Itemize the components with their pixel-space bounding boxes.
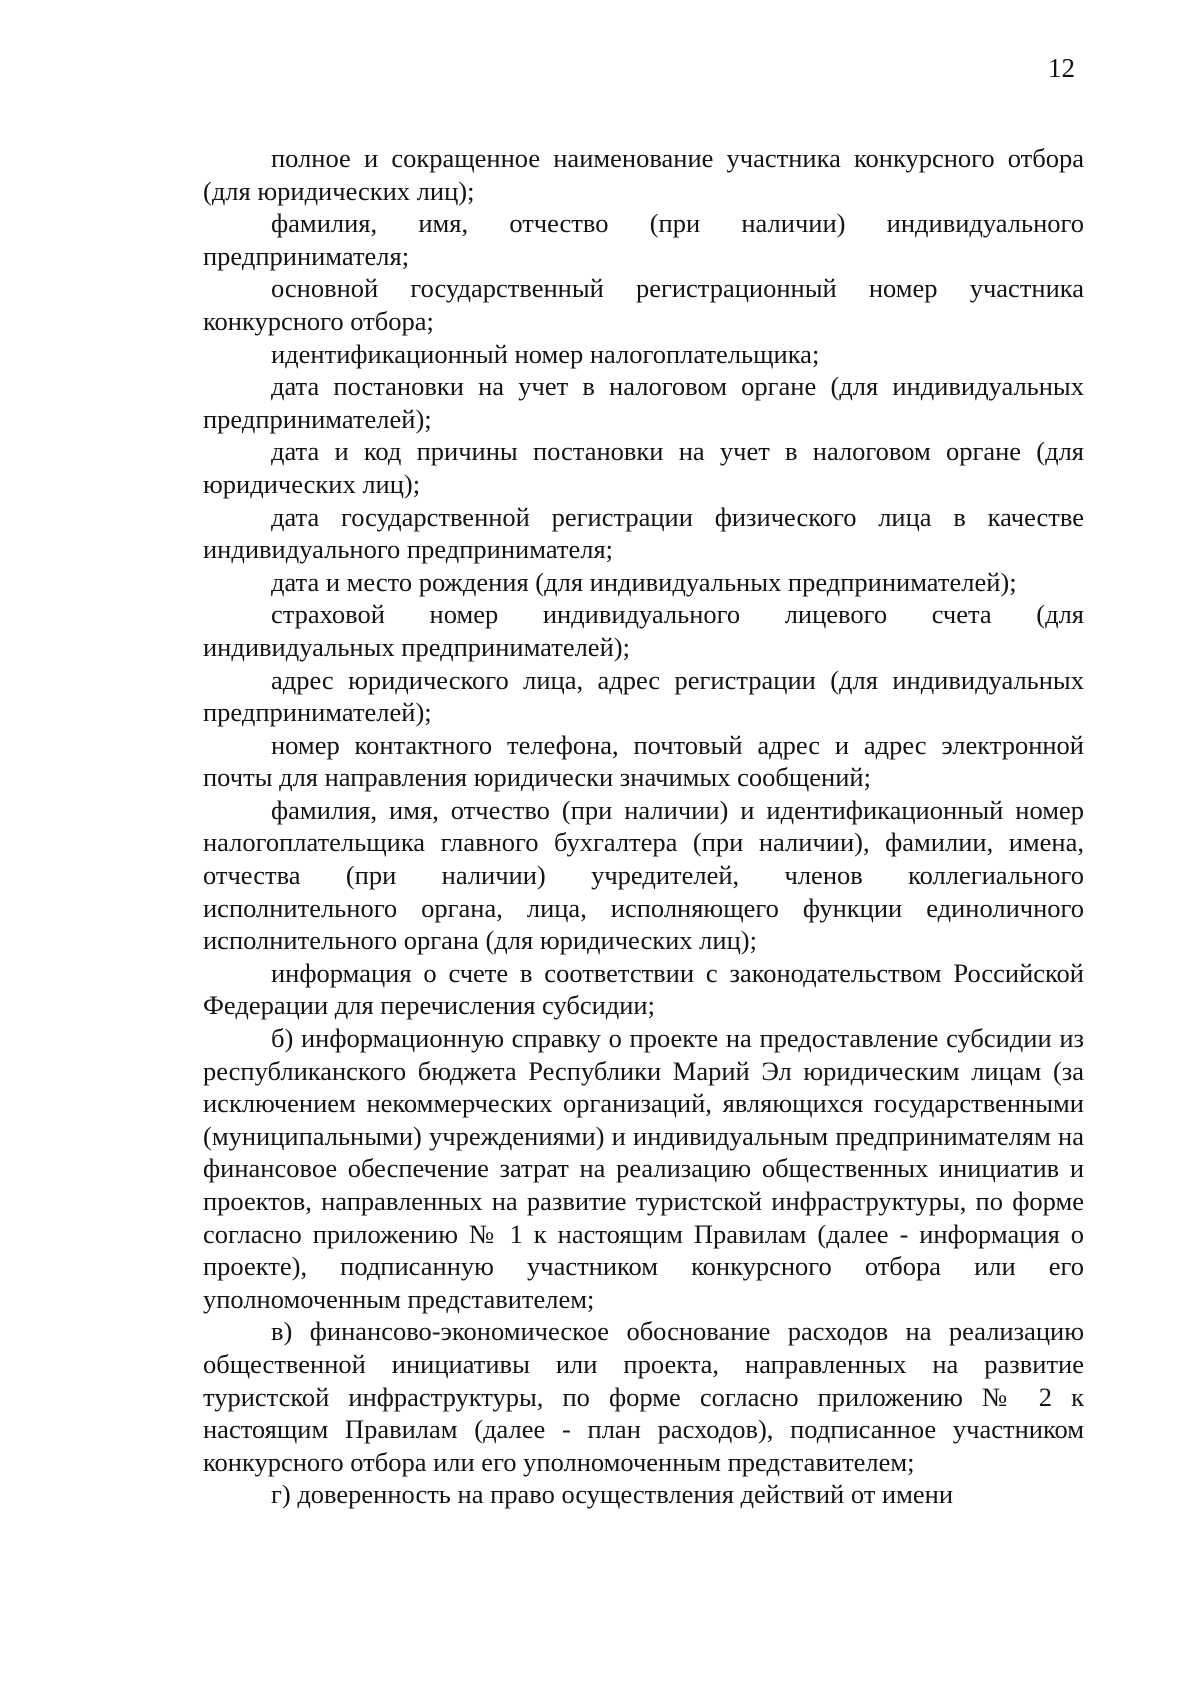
paragraph-account-info: информация о счете в соответствии с законодательством Российской Федерации для перечисления субсидии;	[203, 957, 1084, 1021]
paragraph-entrepreneur-name: фамилия, имя, отчество (при наличии) индивидуального предпринимателя;	[203, 208, 1084, 271]
document-body	[203, 142, 1084, 1511]
paragraph-address: адрес юридического лица, адрес регистрации (для индивидуальных предпринимателей);	[203, 664, 1084, 728]
paragraph-inn: идентификационный номер налогоплательщика;	[271, 338, 820, 369]
paragraph-contacts: номер контактного телефона, почтовый адрес и адрес электронной почты для направления юридически значимых сообщений;	[203, 729, 1084, 793]
paragraph-management-info: фамилия, имя, отчество (при наличии) и идентификационный номер налогоплательщика главного бухгалтера (при наличии), фамилии, имена, отчества (при наличии) учредителей, членов коллегиального исполнительного органа, лица, исполняющего функции единоличного исполнительного органа (для юридических лиц);	[203, 794, 1084, 956]
page-number: 12	[1048, 53, 1075, 83]
paragraph-ogrn: основной государственный регистрационный номер участника конкурсного отбора;	[203, 273, 1084, 336]
paragraph-birth-date-place: дата и место рождения (для индивидуальных предпринимателей);	[271, 566, 1017, 597]
paragraph-item-g: г) доверенность на право осуществления действий от имени	[271, 1479, 953, 1510]
paragraph-registration-date-ip: дата постановки на учет в налоговом органе (для индивидуальных предпринимателей);	[203, 371, 1084, 434]
paragraph-full-name: полное и сокращенное наименование участника конкурсного отбора (для юридических лиц);	[203, 143, 1084, 206]
paragraph-item-v: в) финансово-экономическое обоснование расходов на реализацию общественной инициативы или проекта, направленных на развитие туристской инфраструктуры, по форме согласно приложению № 2 к настоящим Правилам (далее - план расходов), подписанное участником конкурсного отбора или его уполномоченным представителем;	[203, 1316, 1084, 1477]
paragraph-snils: страховой номер индивидуального лицевого счета (для индивидуальных предпринимателей);	[203, 599, 1084, 662]
paragraph-item-b: б) информационную справку о проекте на предоставление субсидии из республиканского бюджета Республики Марий Эл юридическим лицам (за исключением некоммерческих организаций, являющихся государственными (муниципальными) учреждениями) и индивидуальным предпринимателям на финансовое обеспечение затрат на реализацию общественных инициатив и проектов, направленных на развитие туристской инфраструктуры, по форме согласно приложению № 1 к настоящим Правилам (далее - информация о проекте), подписанную участником конкурсного отбора или его уполномоченным представителем;	[203, 1023, 1084, 1314]
paragraph-state-registration-date: дата государственной регистрации физического лица в качестве индивидуального предпринимателя;	[203, 501, 1084, 565]
paragraph-registration-date-kpp: дата и код причины постановки на учет в налоговом органе (для юридических лиц);	[203, 436, 1084, 499]
